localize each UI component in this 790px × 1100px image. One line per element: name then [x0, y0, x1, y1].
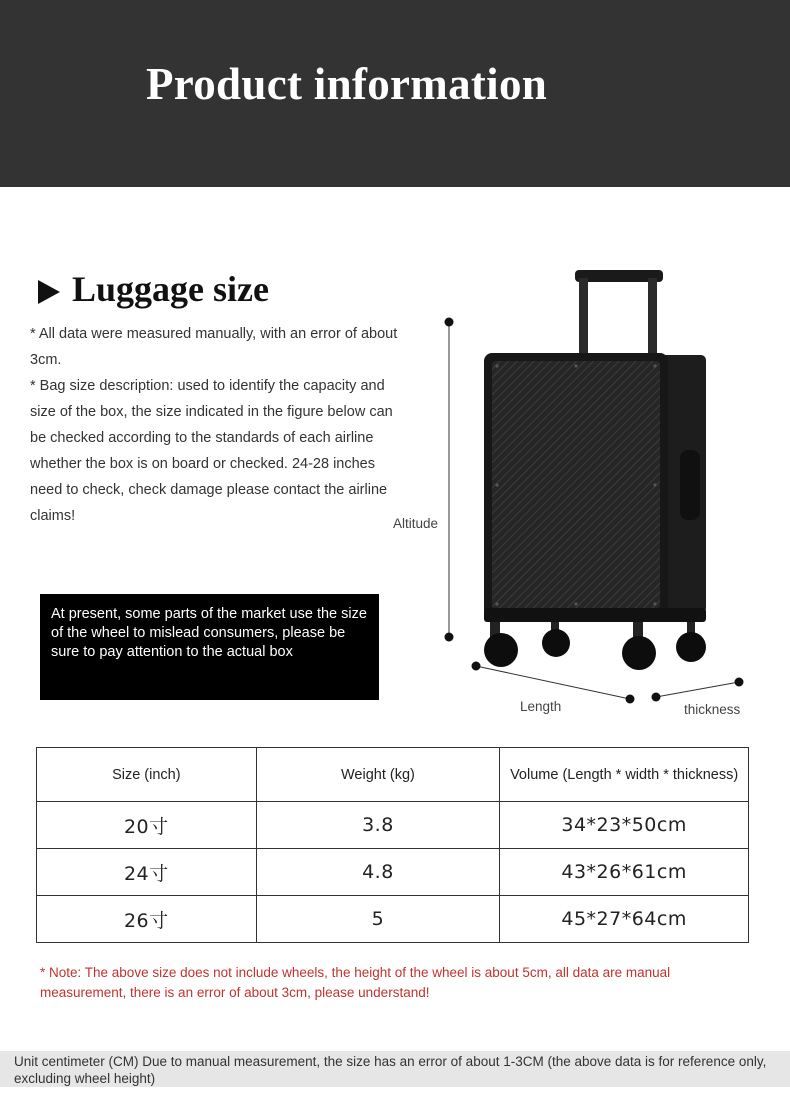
length-label: Length — [520, 699, 562, 714]
description — [30, 321, 410, 529]
triangle-right-icon — [38, 280, 60, 304]
header-banner — [0, 0, 790, 187]
notice-box — [40, 594, 379, 700]
section-title: Luggage size — [72, 269, 269, 309]
section-heading — [38, 268, 269, 310]
thickness-label: thickness — [684, 702, 741, 717]
column-header: Volume (Length * width * thickness) — [500, 748, 749, 802]
table-cell: 43*26*61cm — [500, 849, 749, 896]
size-note: * Note: The above size does not include wheels, the height of the wheel is about 5cm, all data are manual measurement, there is an error of about 3cm, please understand! — [40, 965, 671, 1000]
table-row — [37, 802, 749, 849]
notice-text: At present, some parts of the market use the size of the wheel to mislead consumers, please be sure to pay attention to the actual box — [51, 606, 367, 660]
table-header-row — [37, 748, 749, 802]
table-cell: 24寸 — [37, 849, 257, 896]
table-cell: 26寸 — [37, 896, 257, 943]
column-header: Weight (kg) — [256, 748, 500, 802]
table-cell: 4.8 — [256, 849, 500, 896]
footer-text: Unit centimeter (CM) Due to manual measurement, the size has an error of about 1-3CM (the above data is for reference only, excluding wheel height) — [14, 1054, 767, 1086]
luggage-figure — [380, 260, 790, 730]
table-row — [37, 849, 749, 896]
table-cell: 45*27*64cm — [500, 896, 749, 943]
table-cell: 3.8 — [256, 802, 500, 849]
suitcase-image — [380, 260, 790, 730]
size-table — [36, 747, 749, 943]
altitude-label: Altitude — [393, 516, 439, 531]
table-cell: 5 — [256, 896, 500, 943]
footer-disclaimer — [0, 1051, 790, 1087]
table-cell: 20寸 — [37, 802, 257, 849]
table-row — [37, 896, 749, 943]
column-header: Size (inch) — [37, 748, 257, 802]
description-paragraph: * All data were measured manually, with an error of about 3cm. — [30, 326, 398, 368]
page-title: Product information — [146, 59, 548, 109]
table-cell: 34*23*50cm — [500, 802, 749, 849]
description-paragraph: * Bag size description: used to identify the capacity and size of the box, the size indicated in the figure below can be checked according to the standards of each airline whether the box is on board or checked. 24-28 inches need to check, check damage please contact the airline claims! — [30, 378, 393, 524]
